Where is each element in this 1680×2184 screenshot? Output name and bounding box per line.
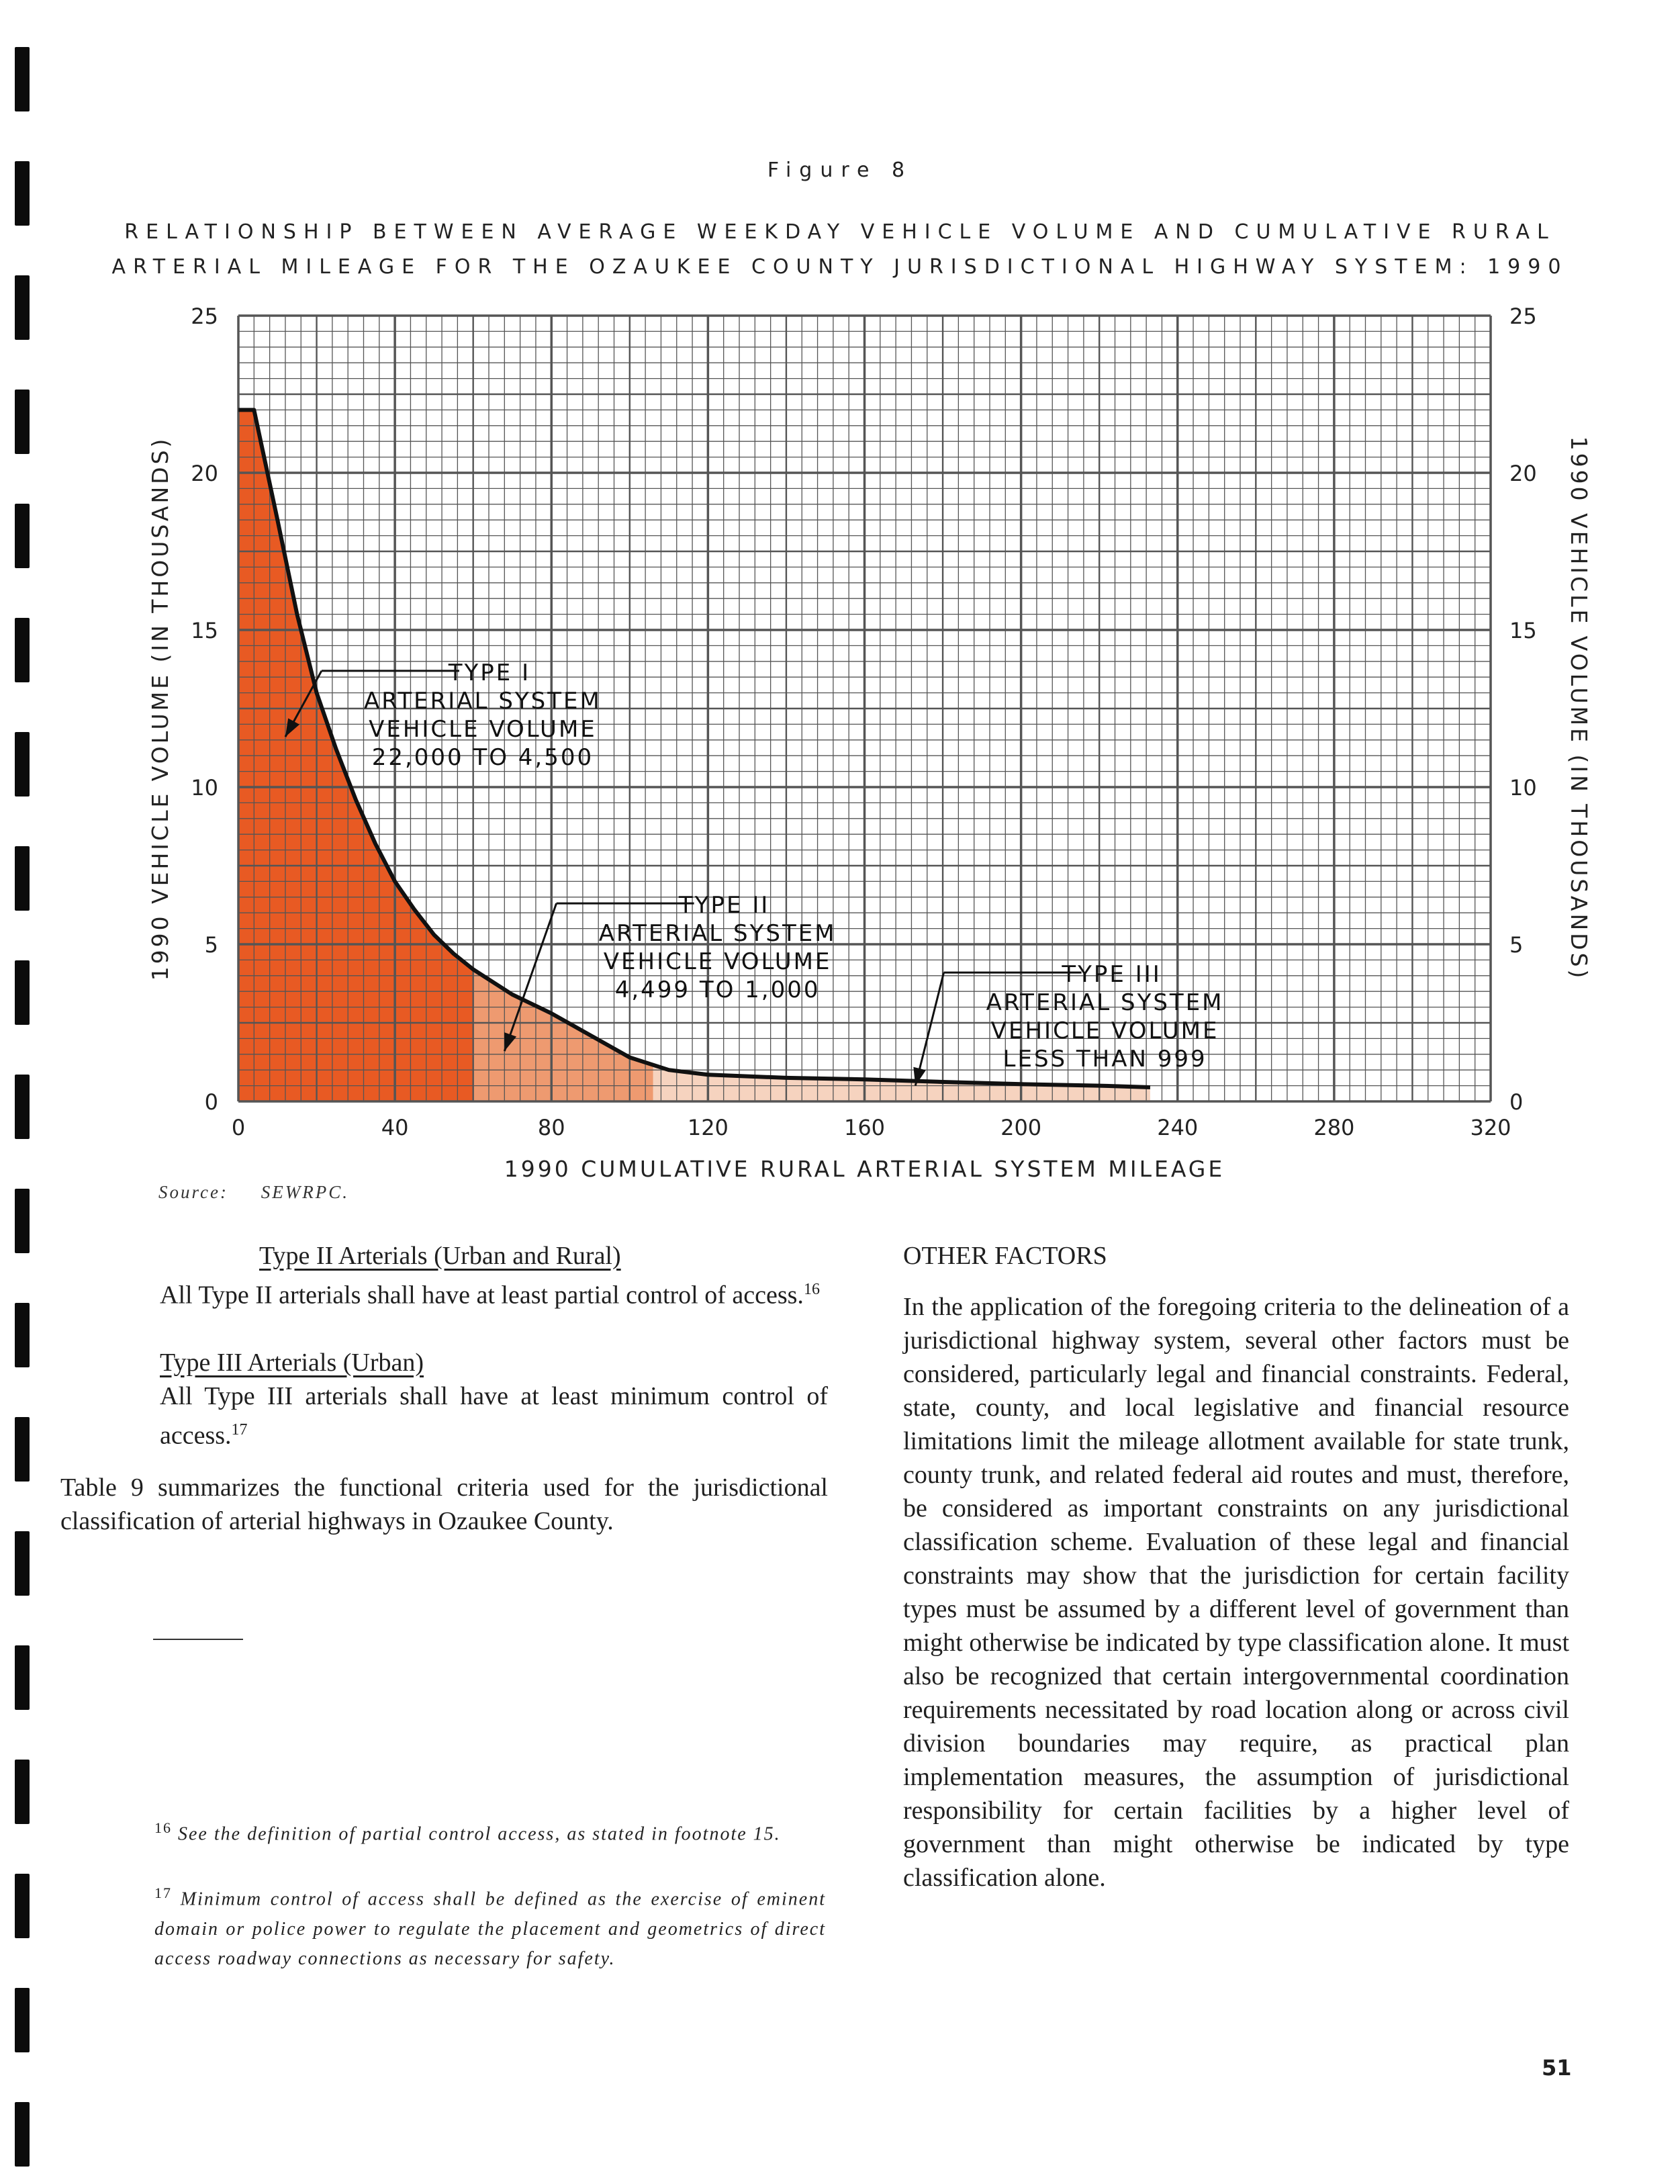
left-column — [60, 1239, 828, 1538]
other-factors-paragraph: In the application of the foregoing criteria to the delineation of a jurisdictional highway system, several other factors must be considered, particularly legal and financial constraints. Federal, state, county, and local legislative and financial resource limitations limit the mileage allotment available for state trunk, county trunk, and related federal aid routes and must, therefore, be considered as important constraints on any jurisdictional classification scheme. Evaluation of these legal and financial constraints may show that the jurisdiction for certain facility types must be assumed by a different level of government than might otherwise be indicated by type classification alone. It must also be recognized that certain intergovernmental coordination requirements necessitated by road location along or across civil division boundaries may require, as practical plan implementation measures, the assumption of jurisdictional responsibility for certain facilities by a higher level of government than might otherwise be indicated by type classification alone. — [903, 1293, 1569, 1892]
other-factors-heading: OTHER FACTORS — [903, 1242, 1107, 1270]
binding-hole — [15, 732, 30, 797]
footnote-17 — [154, 1878, 826, 1973]
annotation-3-line: ARTERIAL SYSTEM — [986, 989, 1224, 1017]
binding-hole — [15, 618, 30, 682]
type3-heading: Type III Arterials (Urban) — [160, 1348, 424, 1377]
footnote-17-num: 17 — [154, 1884, 172, 1902]
binding-hole — [15, 1988, 30, 2052]
right-column — [903, 1239, 1569, 1895]
annotation-2-line: VEHICLE VOLUME — [603, 948, 832, 976]
annotation-1-line: ARTERIAL SYSTEM — [364, 687, 602, 715]
annotation-3-line: LESS THAN 999 — [1002, 1046, 1207, 1073]
y-tick-label-right: 25 — [1509, 304, 1537, 329]
x-tick-label: 280 — [1313, 1115, 1355, 1140]
y-tick-label-left: 15 — [191, 618, 218, 643]
x-tick-label: 200 — [1000, 1115, 1042, 1140]
y-tick-label-left: 25 — [191, 304, 218, 329]
y-tick-label-left: 5 — [204, 932, 218, 958]
type3-text: All Type III arterials shall have at least minimum control of access. — [160, 1381, 828, 1450]
footnote-rule — [153, 1639, 243, 1640]
y-axis-label-right: 1990 VEHICLE VOLUME (IN THOUSANDS) — [1566, 436, 1592, 981]
footnotes — [154, 1813, 826, 1974]
x-axis-label: 1990 CUMULATIVE RURAL ARTERIAL SYSTEM MILEAGE — [504, 1156, 1225, 1182]
type2-text: All Type II arterials shall have at least partial control of access. — [160, 1281, 804, 1310]
annotation-3-line: TYPE III — [1062, 961, 1162, 989]
x-tick-label: 240 — [1157, 1115, 1199, 1140]
y-tick-label-right: 10 — [1509, 775, 1537, 801]
table-summary-paragraph: Table 9 summarizes the functional criteria used for the jurisdictional classification of arterial highways in Ozaukee County. — [60, 1473, 828, 1536]
footnote-17-text: Minimum control of access shall be defined as the exercise of eminent domain or police power to regulate the placement and geometrics of direct access roadway connections as necessary for safety. — [154, 1889, 827, 1969]
source-note — [158, 1182, 349, 1203]
annotation-2-line: TYPE II — [678, 892, 770, 919]
page-number: 51 — [1542, 2055, 1572, 2081]
x-tick-label: 0 — [231, 1115, 246, 1140]
y-tick-label-left: 20 — [191, 461, 218, 486]
annotation-3-line: VEHICLE VOLUME — [990, 1017, 1219, 1045]
binding-hole — [15, 1531, 30, 1596]
binding-hole — [15, 1645, 30, 1710]
annotation-1-line: TYPE I — [448, 659, 531, 686]
source-value: SEWRPC. — [261, 1182, 349, 1202]
x-tick-label: 120 — [687, 1115, 729, 1140]
y-tick-label-right: 15 — [1509, 618, 1537, 643]
binding-hole — [15, 1760, 30, 1824]
y-tick-label-right: 20 — [1509, 461, 1537, 486]
binding-hole — [15, 1189, 30, 1253]
binding-hole — [15, 960, 30, 1025]
x-tick-label: 40 — [381, 1115, 409, 1140]
source-label: Source: — [158, 1182, 228, 1202]
binding-hole — [15, 390, 30, 454]
type2-heading: Type II Arterials (Urban and Rural) — [259, 1242, 621, 1270]
binding-hole — [15, 846, 30, 911]
footnote-16-num: 16 — [154, 1819, 172, 1836]
annotation-2-line: ARTERIAL SYSTEM — [598, 920, 837, 948]
y-tick-label-left: 10 — [191, 775, 218, 801]
annotation-2-line: 4,499 TO 1,000 — [614, 976, 821, 1004]
y-tick-label-right: 5 — [1509, 932, 1524, 958]
y-tick-label-right: 0 — [1509, 1089, 1524, 1115]
binding-hole — [15, 275, 30, 340]
footnote-16-text: See the definition of partial control access, as stated in footnote 15. — [178, 1823, 781, 1845]
footnote-ref-16: 16 — [803, 1281, 820, 1298]
binding-hole — [15, 47, 30, 111]
figure-title — [0, 215, 1680, 285]
figure-title-line2: ARTERIAL MILEAGE FOR THE OZAUKEE COUNTY JURISDICTIONAL HIGHWAY SYSTEM: 1990 — [111, 255, 1569, 279]
y-tick-label-left: 0 — [204, 1089, 218, 1115]
footnote-ref-17: 17 — [231, 1420, 248, 1439]
binding-holes — [15, 0, 31, 2184]
binding-hole — [15, 2102, 30, 2167]
binding-hole — [15, 1075, 30, 1139]
binding-hole — [15, 504, 30, 568]
x-tick-label: 320 — [1470, 1115, 1511, 1140]
binding-hole — [15, 1874, 30, 1938]
figure-title-line1: RELATIONSHIP BETWEEN AVERAGE WEEKDAY VEHICLE VOLUME AND CUMULATIVE RURAL — [124, 220, 1556, 244]
annotation-1-line: VEHICLE VOLUME — [369, 715, 597, 743]
figure-label: Figure 8 — [767, 158, 913, 182]
volume-mileage-chart — [134, 289, 1592, 1182]
annotation-1-line: 22,000 TO 4,500 — [371, 743, 594, 771]
footnote-16 — [154, 1813, 826, 1849]
type3-paragraph — [160, 1379, 828, 1453]
y-axis-label-left: 1990 VEHICLE VOLUME (IN THOUSANDS) — [147, 436, 173, 981]
binding-hole — [15, 1417, 30, 1482]
binding-hole — [15, 1303, 30, 1367]
x-tick-label: 160 — [843, 1115, 886, 1140]
x-tick-label: 80 — [537, 1115, 565, 1140]
type2-paragraph — [160, 1273, 828, 1312]
